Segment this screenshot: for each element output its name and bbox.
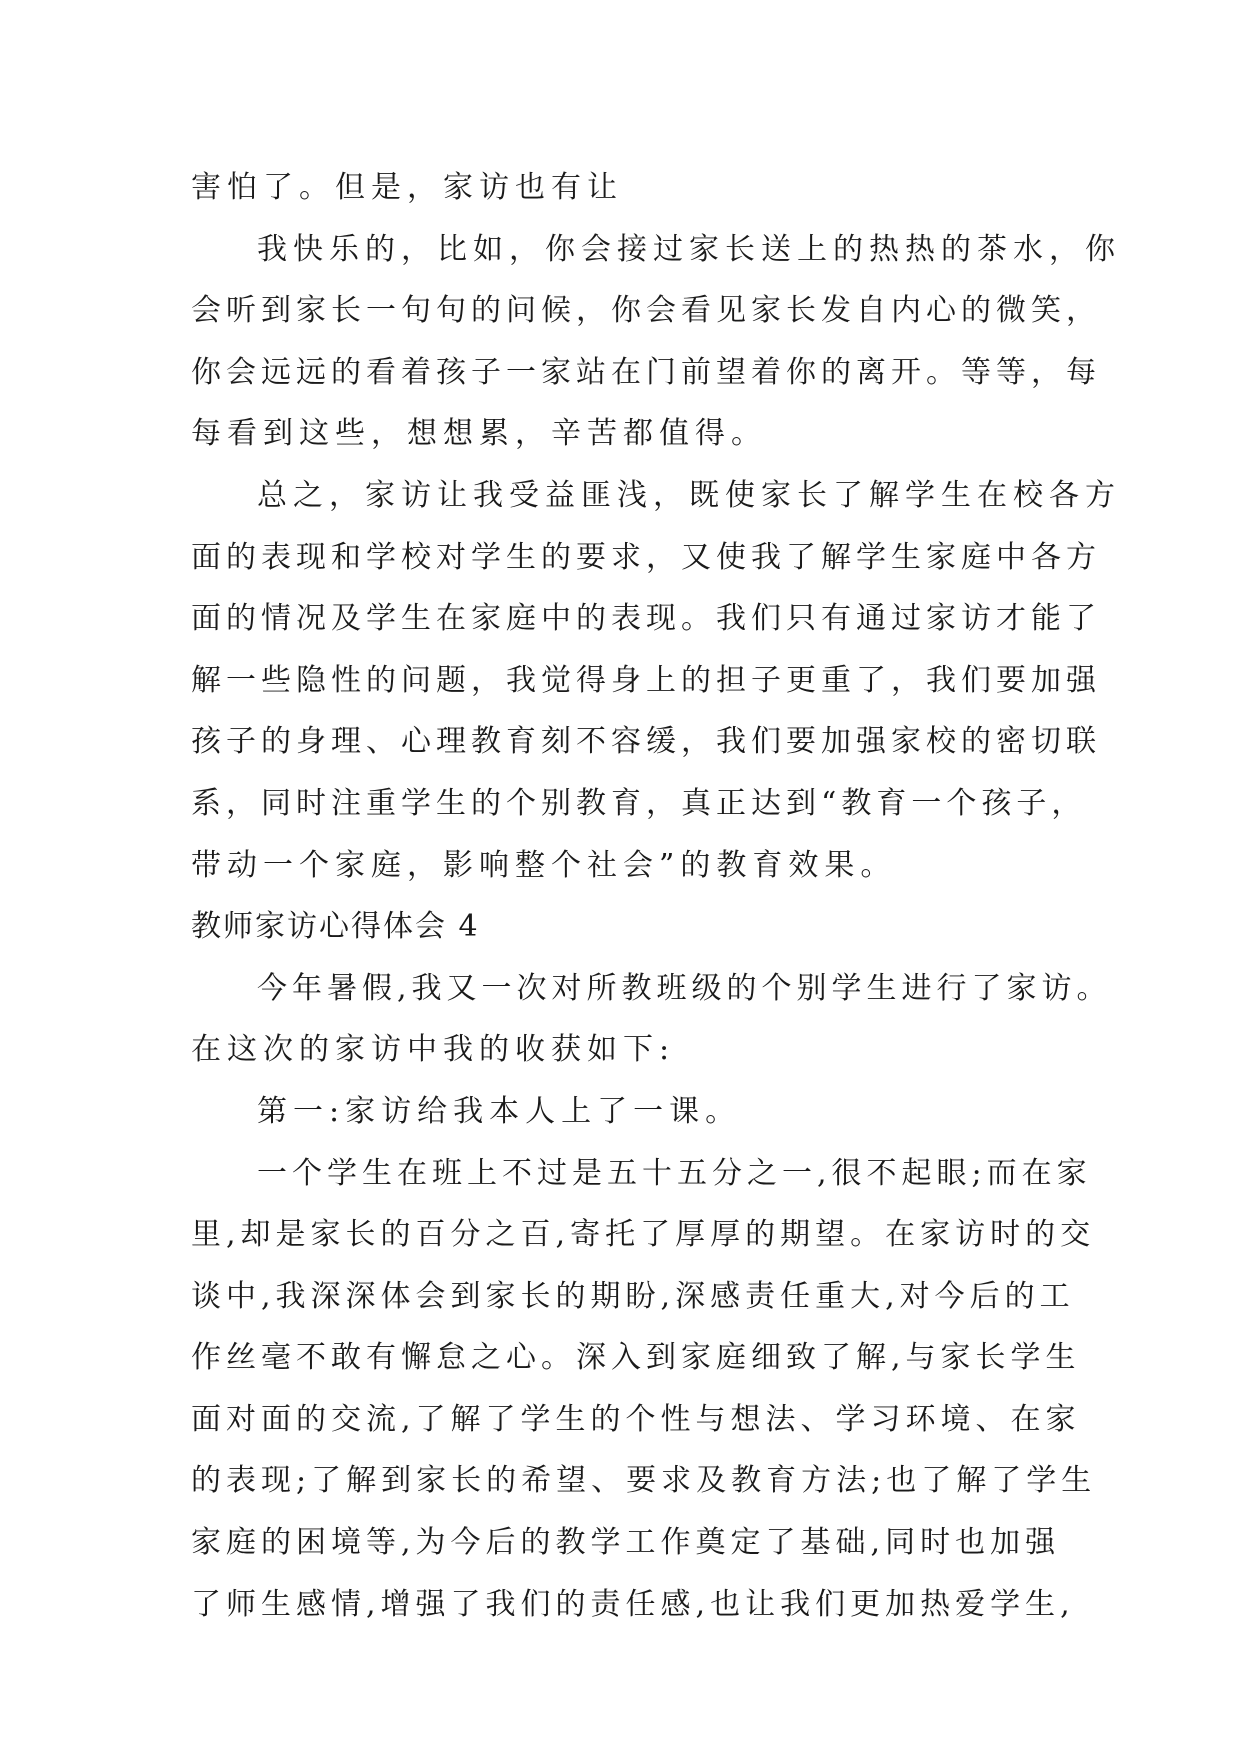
text-line: 我快乐的，比如，你会接过家长送上的热热的茶水，你 [257,231,1121,267]
text-line: 家庭的困境等,为今后的教学工作奠定了基础,同时也加强 [191,1525,1061,1561]
text-line: 每看到这些，想想累，辛苦都值得。 [191,416,767,452]
text-line: 谈中,我深深体会到家长的期盼,深感责任重大,对今后的工 [191,1278,1075,1314]
text-line: 的表现;了解到家长的希望、要求及教育方法;也了解了学生 [191,1463,1097,1499]
document-body [191,157,1121,1635]
text-line: 带动一个家庭，影响整个社会”的教育效果。 [191,847,897,883]
text-line: 害怕了。但是，家访也有让 [191,170,623,205]
text-line: 你会远远的看着孩子一家站在门前望着你的离开。等等，每 [191,354,1101,390]
section-heading: 教师家访心得体会 4 [191,909,480,945]
text-line: 今年暑假,我又一次对所教班级的个别学生进行了家访。 [257,970,1112,1006]
text-line: 孩子的身理、心理教育刻不容缓，我们要加强家校的密切联 [191,724,1101,760]
text-line: 解一些隐性的问题，我觉得身上的担子更重了，我们要加强 [191,662,1101,698]
text-line: 系，同时注重学生的个别教育，真正达到“教育一个孩子， [191,785,1087,821]
text-line: 第一:家访给我本人上了一课。 [257,1093,742,1129]
text-line: 一个学生在班上不过是五十五分之一,很不起眼;而在家 [257,1155,1092,1191]
text-line: 作丝毫不敢有懈怠之心。深入到家庭细致了解,与家长学生 [191,1340,1081,1376]
text-line: 面对面的交流,了解了学生的个性与想法、学习环境、在家 [191,1401,1081,1437]
text-line: 了师生感情,增强了我们的责任感,也让我们更加热爱学生, [191,1586,1075,1622]
text-line: 面的表现和学校对学生的要求，又使我了解学生家庭中各方 [191,539,1101,575]
text-line: 里,却是家长的百分之百,寄托了厚厚的期望。在家访时的交 [191,1217,1096,1253]
text-line: 会听到家长一句句的问候，你会看见家长发自内心的微笑， [191,293,1101,329]
text-line: 在这次的家访中我的收获如下: [191,1032,676,1068]
text-line: 面的情况及学生在家庭中的表现。我们只有通过家访才能了 [191,601,1101,637]
text-line: 总之，家访让我受益匪浅，既使家长了解学生在校各方 [257,477,1121,513]
